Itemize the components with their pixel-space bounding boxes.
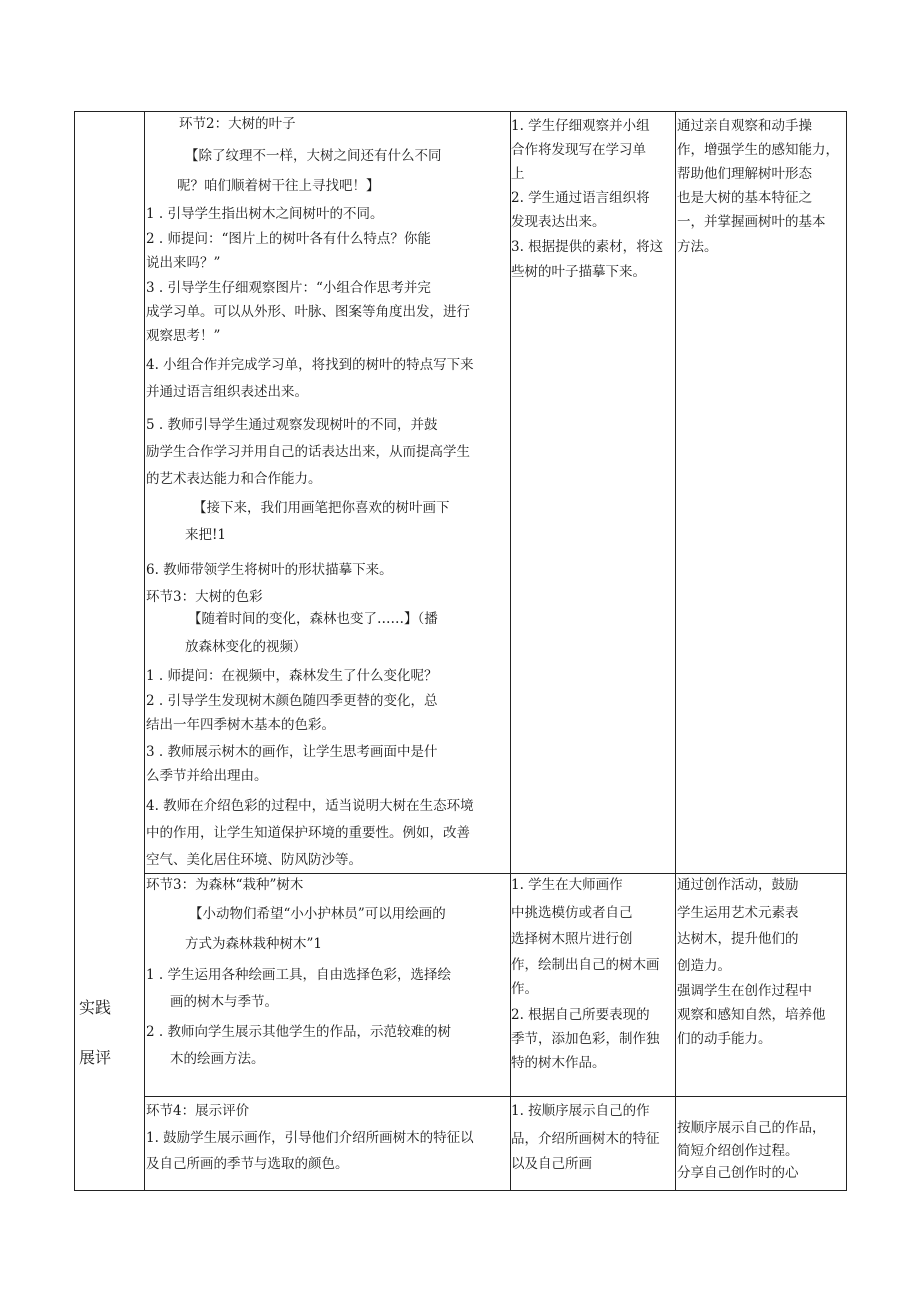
table-bottom-border [74,1190,847,1191]
activity-line: 观察思考！” [146,328,221,344]
table-left-border [74,111,75,1191]
activity-line: 4. 小组合作并完成学习单，将找到的树叶的特点写下来 [146,357,474,373]
activity-line: 6. 教师带领学生将树叶的形状描摹下来。 [146,562,393,578]
student-line: 些树的叶子描摹下来。 [511,264,646,280]
intent-line: 一，并掌握画树叶的基本 [677,214,826,230]
activity-line: 放森林变化的视频） [185,639,307,655]
intent-cell [677,874,845,1096]
intent-cell [677,1097,845,1190]
activity-line: 励学生合作学习并用自己的话表达出来，从而提高学生 [146,444,470,460]
activity-line: 并通过语言组织表述出来。 [146,384,308,400]
activity-line: 5 . 教师引导学生通过观察发现树叶的不同，并鼓 [146,417,438,433]
activity-line: 4. 教师在介绍色彩的过程中，适当说明大树在生态环境 [146,798,474,814]
student-line: 作。 [511,981,538,997]
intent-line: 创造力。 [677,958,731,974]
student-cell [511,874,674,1096]
student-line: 合作将发现写在学习单 [511,142,646,158]
intent-line: 简短介绍创作过程。 [677,1143,799,1159]
activity-line: 1 . 引导学生指出树木之间树叶的不同。 [146,206,384,222]
activity-cell [146,874,508,1096]
section-label-practice: 实践 [79,998,112,1017]
activity-line: 成学习单。可以从外形、叶脉、图案等角度出发，进行 [146,304,470,320]
activity-line: 来把!1 [185,527,227,543]
table-right-border [846,111,847,1191]
activity-line: 环节3：大树的色彩 [146,589,263,605]
activity-line: 【随着时间的变化，森林也变了……】（播 [188,611,438,627]
intent-line: 观察和感知自然，培养他 [677,1007,826,1023]
student-line: 作，绘制出自己的树木画 [511,957,660,973]
student-line: 特的树木作品。 [511,1055,606,1071]
activity-line: 空气、美化居住环境、防风防沙等。 [146,852,362,868]
intent-line: 方法。 [677,239,718,255]
activity-line: 【除了纹理不一样，大树之间还有什么不同 [185,148,442,164]
intent-line: 按顺序展示自己的作品， [677,1120,826,1136]
intent-line: 分享自己创作时的心 [677,1165,799,1181]
student-line: 发现表达出来。 [511,214,606,230]
lesson-plan-table [74,111,847,1191]
student-line: 中挑选模仿或者自己 [511,905,633,921]
activity-line: 3 . 教师展示树木的画作，让学生思考画面中是什 [146,744,438,760]
activity-line: 结出一年四季树木基本的色彩。 [146,717,335,733]
student-cell [511,1097,674,1190]
activity-line: 木的绘画方法。 [170,1051,265,1067]
activity-cell [146,1097,508,1190]
activity-line: 2 . 教师向学生展示其他学生的作品，示范较难的树 [146,1024,451,1040]
activity-line: 环节2：大树的叶子 [179,116,296,132]
section-label-review: 展评 [79,1048,112,1067]
activity-line: 画的树木与季节。 [170,994,278,1010]
student-line: 品，介绍所画树木的特征 [511,1131,660,1147]
activity-cell [146,111,508,873]
activity-line: 【小动物们希望“小小护林员”可以用绘画的 [189,906,446,922]
section-column-border [144,111,145,1191]
student-line: 以及自己所画 [511,1156,592,1172]
student-line: 上 [511,166,525,182]
student-line: 选择树木照片进行创 [511,931,633,947]
activity-line: 么季节并给出理由。 [146,768,268,784]
activity-line: 1 . 学生运用各种绘画工具，自由选择色彩，选择绘 [146,967,451,983]
activity-line: 1 . 师提问：在视频中，森林发生了什么变化呢？ [146,668,438,684]
activity-line: 环节4：展示评价 [146,1103,250,1119]
activity-line: 方式为森林栽种树木”1 [185,936,322,952]
activity-line: 的艺术表达能力和合作能力。 [146,471,322,487]
student-line: 1. 学生在大师画作 [511,877,623,893]
activity-line: 【接下来，我们用画笔把你喜欢的树叶画下 [193,500,450,516]
student-line: 1. 按顺序展示自己的作 [511,1103,650,1119]
activity-line: 及自己所画的季节与选取的颜色。 [146,1156,349,1172]
student-line: 2. 根据自己所要表现的 [511,1007,650,1023]
student-line: 2. 学生通过语言组织将 [511,190,650,206]
intent-line: 们的动手能力。 [677,1031,772,1047]
intent-line: 通过亲自观察和动手操 [677,118,812,134]
activity-line: 中的作用，让学生知道保护环境的重要性。例如，改善 [146,825,470,841]
activity-line: 2 . 引导学生发现树木颜色随四季更替的变化，总 [146,693,438,709]
activity-line: 呢？咱们顺着树干往上寻找吧！】 [177,178,380,194]
activity-line: 环节3：为森林“栽种”树木 [146,877,304,893]
activity-line: 说出来吗？” [146,255,221,271]
activity-line: 1. 鼓励学生展示画作，引导他们介绍所画树木的特征以 [146,1130,474,1146]
intent-line: 达树木，提升他们的 [677,931,799,947]
intent-line: 强调学生在创作过程中 [677,983,812,999]
student-line: 1. 学生仔细观察并小组 [511,118,650,134]
intent-line: 帮助他们理解树叶形态 [677,166,812,182]
intent-line: 作，增强学生的感知能力， [677,142,839,158]
intent-cell [677,111,845,873]
intent-line: 学生运用艺术元素表 [677,905,799,921]
activity-line: 2 . 师提问：“图片上的树叶各有什么特点？你能 [146,231,431,247]
student-column-border [675,111,676,1191]
student-line: 季节，添加色彩，制作独 [511,1031,660,1047]
intent-line: 通过创作活动，鼓励 [677,877,799,893]
activity-line: 3 . 引导学生仔细观察图片：“小组合作思考并完 [146,280,431,296]
student-line: 3. 根据提供的素材，将这 [511,239,664,255]
student-cell [511,111,674,873]
intent-line: 也是大树的基本特征之 [677,190,812,206]
